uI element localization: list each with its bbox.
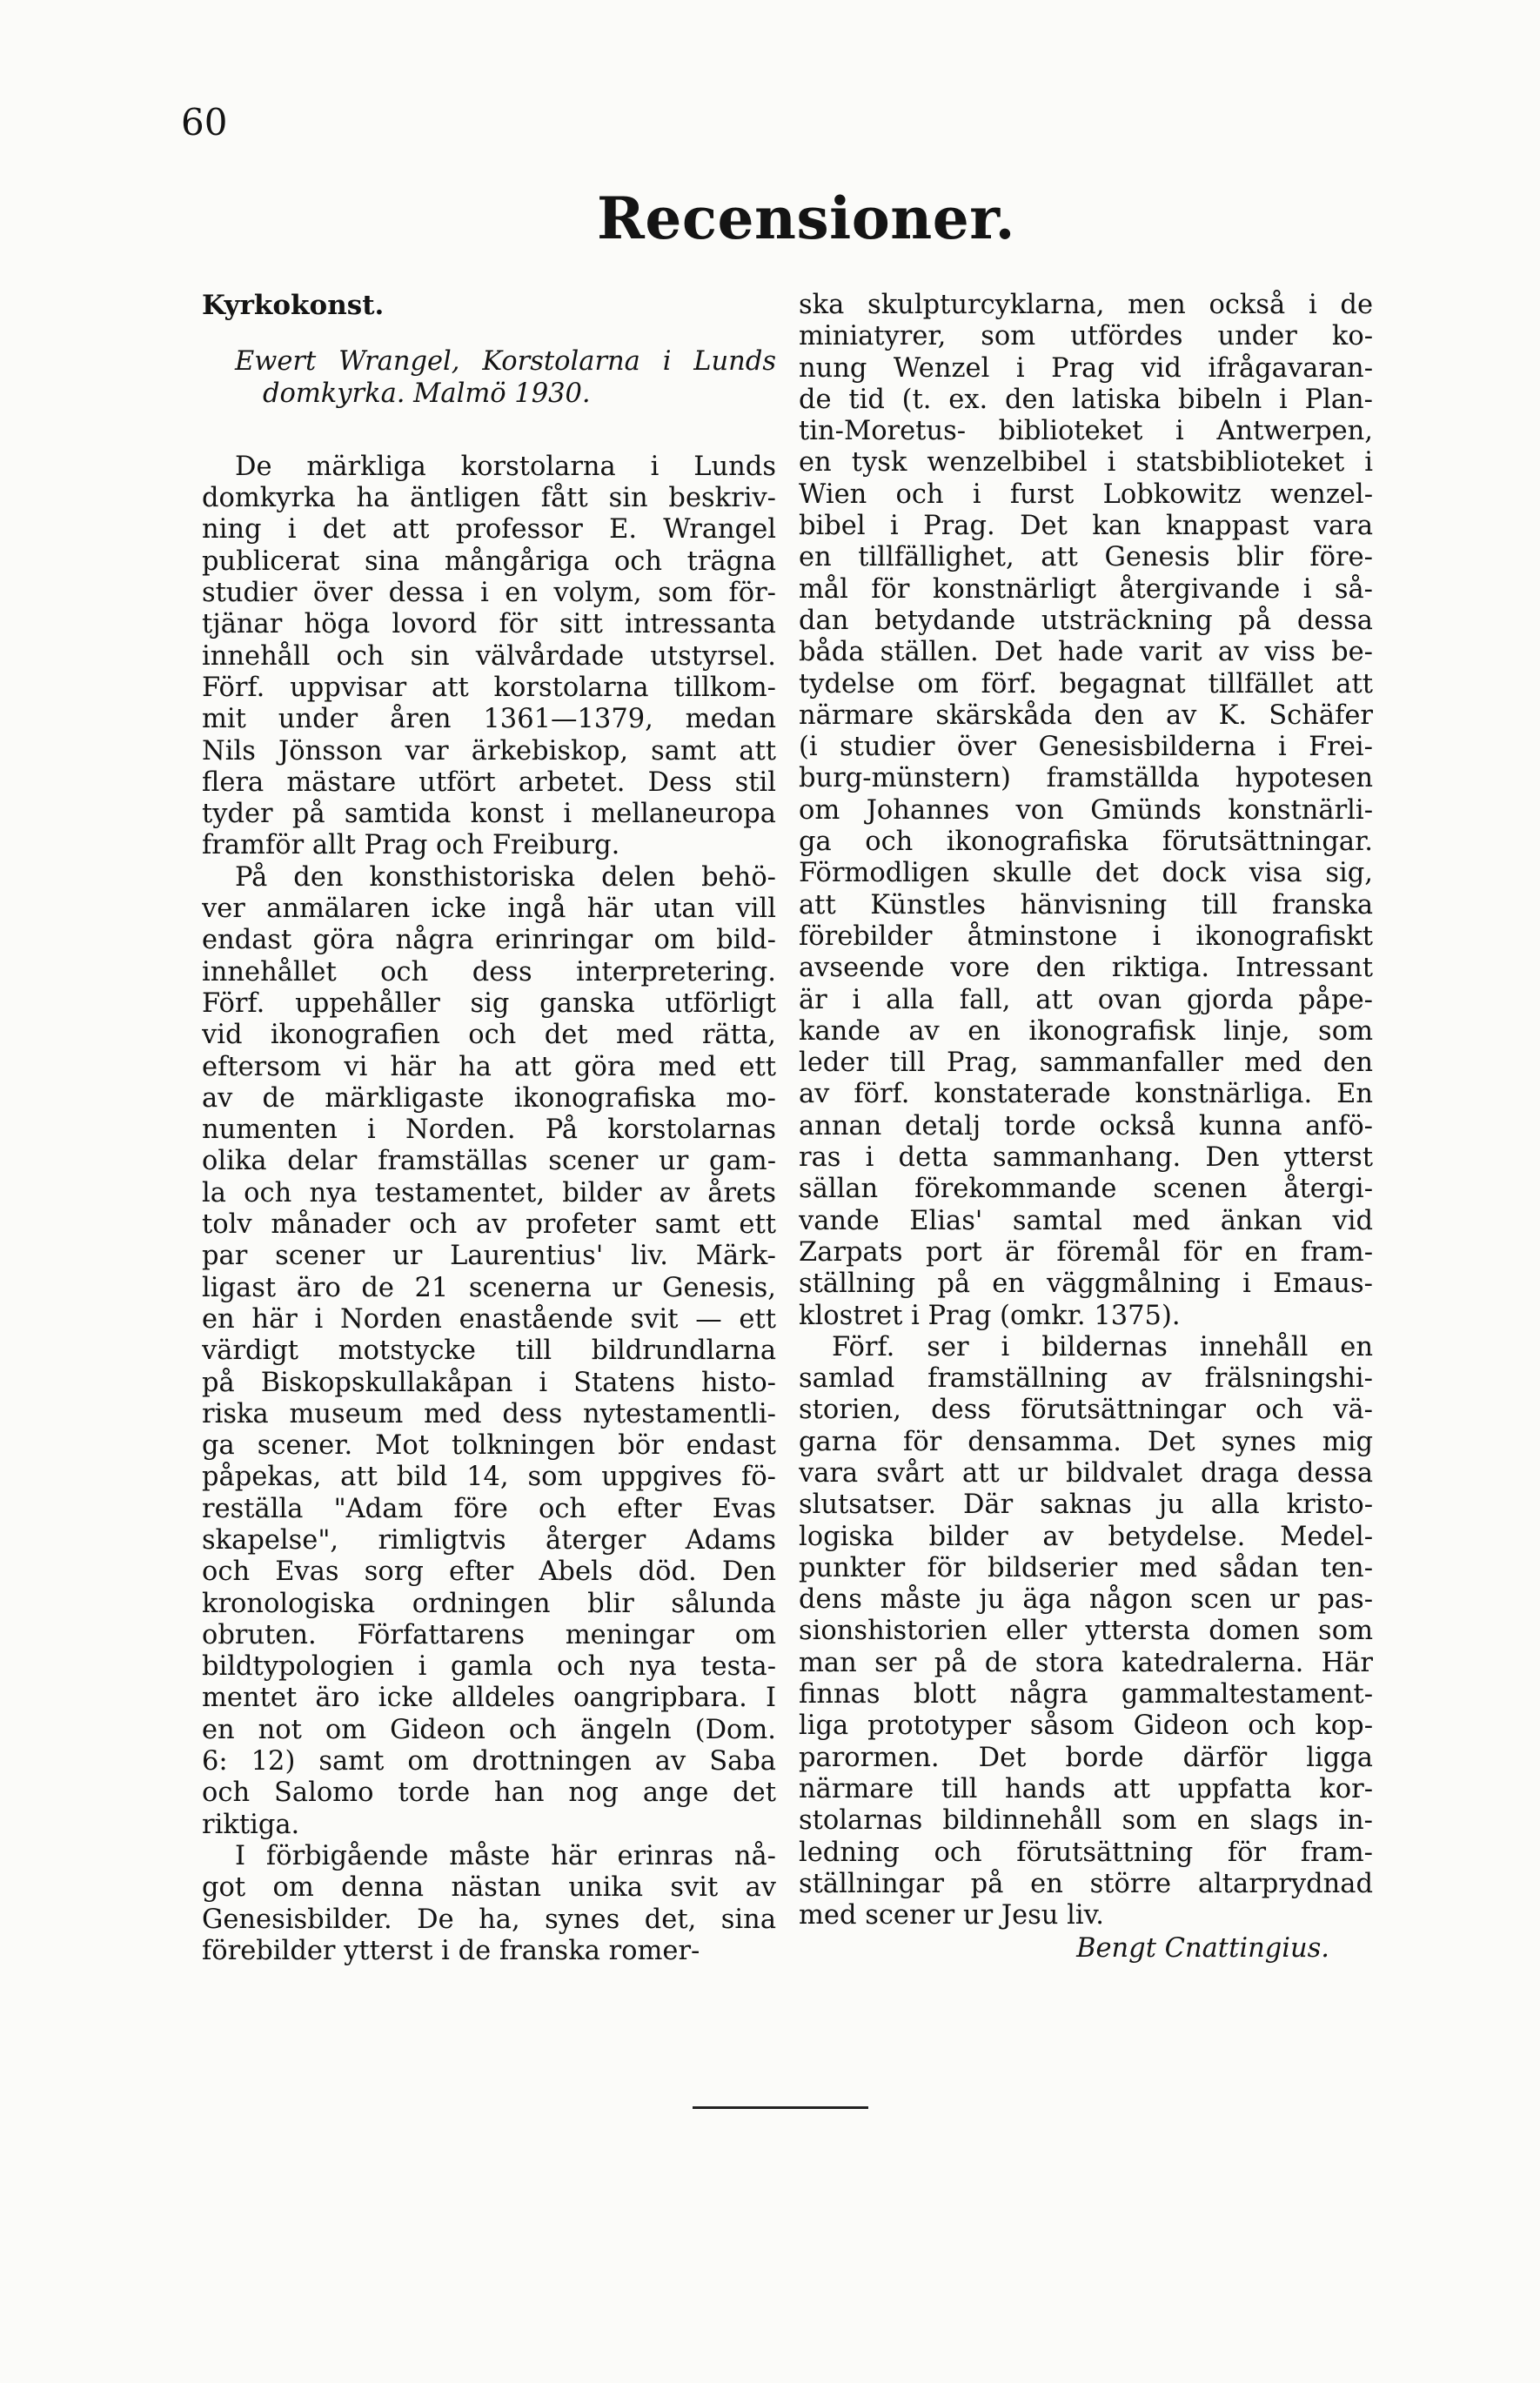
text-line: storien, dess förutsättningar och vä- (799, 1395, 1373, 1426)
text-line: ställning på en väggmålning i Emaus- (799, 1268, 1373, 1300)
text-line: ga scener. Mot tolkningen bör endast (202, 1430, 776, 1462)
text-line: ska skulpturcyklarna, men också i de (799, 290, 1373, 320)
citation-line: Ewert Wrangel, Korstolarna i Lunds (235, 346, 776, 378)
text-line: värdigt motstycke till bildrundlarna (202, 1335, 776, 1367)
text-line: att Künstles hänvisning till franska (799, 889, 1373, 920)
text-line: parormen. Det borde därför ligga (799, 1742, 1373, 1773)
page-number: 60 (181, 101, 228, 144)
book-citation (202, 346, 776, 410)
text-line: en not om Gideon och ängeln (Dom. (202, 1714, 776, 1745)
text-line: mentet äro icke alldeles oangripbara. I (202, 1683, 776, 1714)
text-line: obruten. Författarens meningar om (202, 1619, 776, 1650)
text-line: en tillfällighet, att Genesis blir före- (799, 542, 1373, 573)
text-line: ga och ikonografiska förutsättningar. (799, 827, 1373, 858)
text-line: burg-münstern) framställda hypotesen (799, 763, 1373, 794)
text-line: de tid (t. ex. den latiska bibeln i Plan- (799, 384, 1373, 415)
text-line: tolv månader och av profeter samt ett (202, 1209, 776, 1241)
text-line: nung Wenzel i Prag vid ifrågavaran- (799, 352, 1373, 384)
text-line: och Evas sorg efter Abels död. Den (202, 1556, 776, 1588)
text-line: mit under åren 1361—1379, medan (202, 704, 776, 735)
text-line: närmare till hands att uppfatta kor- (799, 1773, 1373, 1804)
text-line: vande Elias' samtal med änkan vid (799, 1205, 1373, 1236)
text-line: Förf. ser i bildernas innehåll en (832, 1331, 1373, 1362)
text-line: tjänar höga lovord för sitt intressanta (202, 609, 776, 640)
text-line: 6: 12) samt om drottningen av Saba (202, 1746, 776, 1777)
section-heading: Kyrkokonst. (202, 290, 385, 321)
text-line: av förf. konstaterade konstnärliga. En (799, 1079, 1373, 1110)
text-line: om Johannes von Gmünds konstnärli- (799, 794, 1373, 826)
text-line: tin-Moretus- biblioteket i Antwerpen, (799, 416, 1373, 447)
text-line: ning i det att professor E. Wrangel (202, 514, 776, 546)
text-line: dens måste ju äga någon scen ur pas- (799, 1584, 1373, 1616)
text-line: I förbigående måste här erinras nå- (235, 1840, 776, 1871)
text-line: klostret i Prag (omkr. 1375). (799, 1300, 1181, 1331)
text-line: vara svårt att ur bildvalet draga dessa (799, 1457, 1373, 1489)
text-line: Genesisbilder. De ha, synes det, sina (202, 1904, 776, 1935)
right-body-text (799, 290, 1373, 1931)
text-line: ligast äro de 21 scenerna ur Genesis, (202, 1272, 776, 1303)
text-line: kande av en ikonografisk linje, som (799, 1015, 1373, 1047)
text-line: tydelse om förf. begagnat tillfället att (799, 668, 1373, 700)
text-line: och Salomo torde han nog ange det (202, 1777, 776, 1809)
text-line: olika delar framställas scener ur gam- (202, 1146, 776, 1177)
text-line: Förf. uppehåller sig ganska utförligt (202, 987, 776, 1019)
text-line: skapelse", rimligtvis återger Adams (202, 1524, 776, 1556)
text-line: en tysk wenzelbibel i statsbiblioteket i (799, 447, 1373, 479)
text-line: dan betydande utsträckning på dessa (799, 605, 1373, 636)
text-line: mål för konstnärligt återgivande i så- (799, 573, 1373, 605)
author-signature: Bengt Cnattingius. (1076, 1933, 1329, 1965)
text-line: är i alla fall, att ovan gjorda påpe- (799, 984, 1373, 1015)
text-line: närmare skärskåda den av K. Schäfer (799, 700, 1373, 731)
text-line: ledning och förutsättning för fram- (799, 1837, 1373, 1868)
text-line: bildtypologien i gamla och nya testa- (202, 1651, 776, 1683)
text-line: På den konsthistoriska delen behö- (235, 861, 776, 893)
text-line: innehåll och sin välvårdade utstyrsel. (202, 640, 776, 672)
left-body-text (202, 452, 776, 1967)
text-line: påpekas, att bild 14, som uppgives fö- (202, 1462, 776, 1493)
text-line: riska museum med dess nytestamentli- (202, 1398, 776, 1429)
text-line: punkter för bildserier med sådan ten- (799, 1552, 1373, 1583)
citation-line: domkyrka. Malmö 1930. (263, 378, 591, 409)
text-line: logiska bilder av betydelse. Medel- (799, 1521, 1373, 1552)
text-line: kronologiska ordningen blir sålunda (202, 1588, 776, 1619)
text-line: eftersom vi här ha att göra med ett (202, 1051, 776, 1082)
text-line: slutsatser. Där saknas ju alla kristo- (799, 1489, 1373, 1521)
end-rule (693, 2106, 868, 2109)
text-line: Wien och i furst Lobkowitz wenzel- (799, 479, 1373, 510)
text-line: vid ikonografien och det med rätta, (202, 1020, 776, 1051)
text-line: publicerat sina mångåriga och trägna (202, 546, 776, 577)
text-line: sällan förekommande scenen återgi- (799, 1174, 1373, 1205)
text-line: man ser på de stora katedralerna. Här (799, 1647, 1373, 1678)
text-line: studier över dessa i en volym, som för- (202, 578, 776, 609)
text-line: numenten i Norden. På korstolarnas (202, 1115, 776, 1146)
text-line: la och nya testamentet, bilder av årets (202, 1177, 776, 1208)
text-line: tyder på samtida konst i mellaneuropa (202, 799, 776, 830)
text-line: reställa "Adam före och efter Evas (202, 1493, 776, 1524)
text-line: par scener ur Laurentius' liv. Märk- (202, 1241, 776, 1272)
text-line: samlad framställning av frälsningshi- (799, 1363, 1373, 1395)
text-line: ras i detta sammanhang. Den ytterst (799, 1142, 1373, 1174)
text-line: riktiga. (202, 1809, 300, 1840)
text-line: förebilder åtminstone i ikonografiskt (799, 920, 1373, 952)
text-line: finnas blott några gammaltestament- (799, 1679, 1373, 1710)
text-line: (i studier över Genesisbilderna i Frei- (799, 732, 1373, 763)
right-column (799, 290, 1373, 1965)
left-column (202, 290, 776, 1967)
text-line: Förf. uppvisar att korstolarna tillkom- (202, 672, 776, 703)
text-line: miniatyrer, som utfördes under ko- (799, 321, 1373, 352)
text-line: garna för densamma. Det synes mig (799, 1426, 1373, 1457)
text-line: sionshistorien eller yttersta domen som (799, 1616, 1373, 1647)
text-line: De märkliga korstolarna i Lunds (235, 451, 776, 482)
text-line: bibel i Prag. Det kan knappast vara (799, 511, 1373, 542)
text-line: förebilder ytterst i de franska romer- (202, 1935, 700, 1966)
text-line: stolarnas bildinnehåll som en slags in- (799, 1805, 1373, 1837)
text-line: leder till Prag, sammanfaller med den (799, 1048, 1373, 1079)
text-line: Förmodligen skulle det dock visa sig, (799, 858, 1373, 889)
text-line: ver anmälaren icke ingå här utan vill (202, 894, 776, 925)
text-line: med scener ur Jesu liv. (799, 1900, 1104, 1931)
text-line: endast göra några erinringar om bild- (202, 925, 776, 956)
text-line: av de märkligaste ikonografiska mo- (202, 1082, 776, 1114)
text-line: got om denna nästan unika svit av (202, 1872, 776, 1904)
section-title: Recensioner. (597, 184, 1015, 252)
text-line: annan detalj torde också kunna anfö- (799, 1110, 1373, 1141)
text-line: Nils Jönsson var ärkebiskop, samt att (202, 735, 776, 766)
text-line: Zarpats port är föremål för en fram- (799, 1236, 1373, 1268)
text-line: ställningar på en större altarprydnad (799, 1868, 1373, 1899)
text-line: avseende vore den riktiga. Intressant (799, 953, 1373, 984)
text-line: framför allt Prag och Freiburg. (202, 830, 620, 861)
text-line: på Biskopskullakåpan i Statens histo- (202, 1367, 776, 1398)
text-line: flera mästare utfört arbetet. Dess stil (202, 766, 776, 798)
text-line: innehållet och dess interpretering. (202, 956, 776, 987)
text-line: domkyrka ha äntligen fått sin beskriv- (202, 483, 776, 514)
text-line: en här i Norden enastående svit — ett (202, 1303, 776, 1335)
text-line: båda ställen. Det hade varit av viss be- (799, 637, 1373, 668)
text-line: liga prototyper såsom Gideon och kop- (799, 1710, 1373, 1742)
